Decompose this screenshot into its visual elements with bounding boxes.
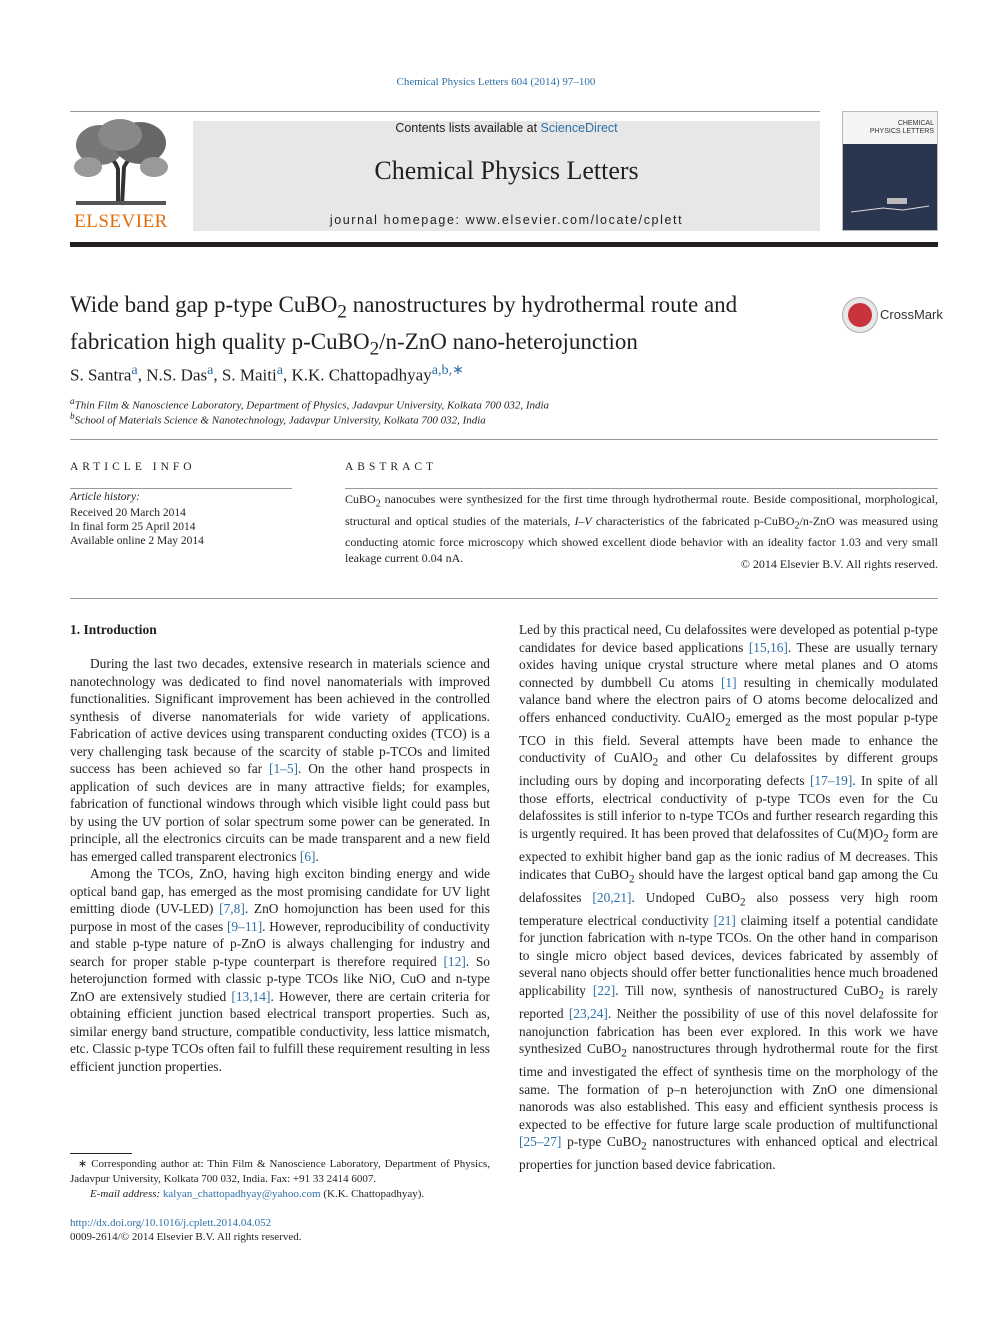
journal-homepage: journal homepage: www.elsevier.com/locate/cplett <box>329 213 684 227</box>
article-title: Wide band gap p-type CuBO$_2$ nanostructures by hydrothermal route and fabrication high quality p-CuBO$_2$/n-ZnO nano-heterojunction <box>70 292 738 360</box>
intro-paragraph-3: Led by this practical need, Cu delafossites were developed as potential p-type candidates for device based applications [15,16]. These are usually ternary oxides having unique crystal structure where metal planes and O atoms connected by dumbbell Cu atoms [1] resulting in chemically modulated valance band where the electron pairs of O atoms become delocalized and offers enhanced conductivity. CuAlO$_2$ emerged as the most popular p-type TCO in this field. Several attempts have been made to enhance the conductivity of CuAlO$_2$ and other Cu delafossites by different groups including ours by doping and incorporating defects [17–19]. In spite of all those efforts, electrical conductivity of p-type TCOs even for the Cu delafossites is still inferior to n-type TCOs and further research regarding this is urgently required. It has been proved that delafossites of $Cu(M)O_2$ form are expected to exhibit higher band gap as the ionic radius of M decreases. This indicates that CuBO$_2$ should have the largest optical band gap among the Cu delafossites [20,21]. Undoped CuBO$_2$ also possess very high room temperature electrical conductivity [21] claiming itself a potential candidate for junction fabrication with n-type TCOs. On the other hand in comparison to single micro object based devices, devices fabricated by assembly of several nano objects should offer better functionalities hence much broadened applicability [22]. Till now, synthesis of nanostructured CuBO$_2$ is rarely reported [23,24]. Neither the possibility of use of this novel delafossite for nanojunction fabrication has been ever explored. In this work we have synthesized CuBO$_2$ nanostructures through hydrothermal route for the first time and investigated the effect of synthesis time on the morphology of the same. The formation of p–n heterojunction with ZnO one dimensional nanorods was also established. This easy and efficient synthesis process is expected to be effective for future large scale production of multifunctional [25–27] p-type CuBO$_2$ nanostructures with enhanced optical and electrical properties for junction based device fabrication. <box>519 622 939 1173</box>
author-list: S. Santra$^a$, N.S. Das$^a$, S. Maiti$^a$, K.K. Chattopadhyay$^{a,b,∗}$ <box>70 362 465 385</box>
affiliation-b: $^b$School of Materials Science & Nanotechnology, Jadavpur University, Kolkata 700 032, India <box>70 411 486 427</box>
affiliation-a: $^a$Thin Film & Nanoscience Laboratory, Department of Physics, Jadavpur University, Kolkata 700 032, India <box>70 396 550 412</box>
article-info-rule <box>70 488 292 489</box>
issn-copyright: 0009-2614/© 2014 Elsevier B.V. All rights reserved. <box>70 1231 302 1243</box>
abstract-rule <box>345 488 938 489</box>
left-column <box>70 655 490 1075</box>
abstract-heading: ABSTRACT <box>345 461 438 473</box>
received-date: Received 20 March 2014 <box>70 507 186 519</box>
online-date: Available online 2 May 2014 <box>70 535 204 547</box>
intro-paragraph-1: During the last two decades, extensive research in materials science and nanotechnology was dedicated to find novel nanomaterials with improved functionalities. Significant improvement has been achieved in the controlled synthesis of diverse nanomaterials for wide variety of applications. Fabrication of active devices using transparent conducting oxides (TCO) is a very challenging task because of the scarcity of stable p-TCOs and limited success has been achieved so far [1–5]. On the other hand prospects in application of such devices are in many attractive fields; for examples, fabrication of functional windows through which visible light could pass but by using the UV portion of solar spectrum some power can be generated. In principle, all the electronics circuits can be made transparent and a new field has emerged called transparent electronics [6]. <box>70 656 490 864</box>
footnote-rule <box>70 1153 132 1154</box>
contents-line: Contents lists available at ScienceDirect <box>395 121 618 135</box>
cover-journal-title: CHEMICAL PHYSICS LETTERS <box>869 120 934 135</box>
abstract-text: CuBO$_2$ nanocubes were synthesized for the first time through hydrothermal route. Beside compositional, morphological, structural and optical studies of the materials, I–V characteristics of the fabricated p-CuBO$_2$/n-ZnO was measured using conducting atomic force microscopy which showed excellent diode behavior with an ideality factor 1.03 and very small leakage current 0.04 nA. <box>345 492 938 566</box>
crossmark-label[interactable]: CrossMark <box>880 307 943 322</box>
doi-link[interactable]: http://dx.doi.org/10.1016/j.cplett.2014.04.052 <box>70 1217 272 1229</box>
final-form-date: In final form 25 April 2014 <box>70 521 196 533</box>
abstract-copyright: © 2014 Elsevier B.V. All rights reserved. <box>740 557 938 571</box>
homepage-link[interactable]: www.elsevier.com/locate/cplett <box>465 213 684 227</box>
header-top-rule <box>70 111 820 112</box>
article-history-label: Article history: <box>70 491 140 503</box>
sciencedirect-link[interactable]: ScienceDirect <box>540 121 618 135</box>
crossmark-icon[interactable] <box>843 298 877 332</box>
author-email-link[interactable]: kalyan_chattopadhyay@yahoo.com <box>162 1188 321 1200</box>
header-thick-rule <box>70 242 938 247</box>
article-info-heading: ARTICLE INFO <box>70 461 196 473</box>
right-column <box>519 621 938 1174</box>
intro-paragraph-2: Among the TCOs, ZnO, having high exciton binding energy and wide optical band gap, has emerged as the most promising candidate for UV light emitting diode (UV-LED) [7,8]. ZnO homojunction has been used for this purpose in most of the cases [9–11]. However, reproducibility of conductivity and stable p-type nature of p-ZnO is always challenging for industry and search for proper stable p-type counterpart is therefore required [12]. So heterojunction formed with classic p-type TCOs like NiO, CuO and n-type ZnO are extensively studied [13,14]. However, there are certain criteria for obtaining efficient junction based electrical transport properties. Such as, similar energy band structure, compatible conductivity, less lattice mismatch, etc. Classic p-type TCOs often fail to fulfill these requirement resulting in less efficient junction properties. <box>70 866 490 1074</box>
elsevier-wordmark: ELSEVIER <box>74 211 168 232</box>
journal-reference[interactable]: Chemical Physics Letters 604 (2014) 97–100 <box>396 76 596 88</box>
introduction-heading: 1. Introduction <box>70 622 157 637</box>
journal-title: Chemical Physics Letters <box>374 156 639 185</box>
affiliation-rule <box>70 439 938 440</box>
corresponding-author-footnote: ∗ Corresponding author at: Thin Film & Nanoscience Laboratory, Department of Physics, Jadavpur University, Kolkata 700 032, India. Fax: +91 33 2414 6007. E-mail address: kalyan_chattopadhyay@yahoo.com (K.K. Chattopadhyay). <box>70 1158 490 1200</box>
abstract-bottom-rule <box>70 598 938 599</box>
